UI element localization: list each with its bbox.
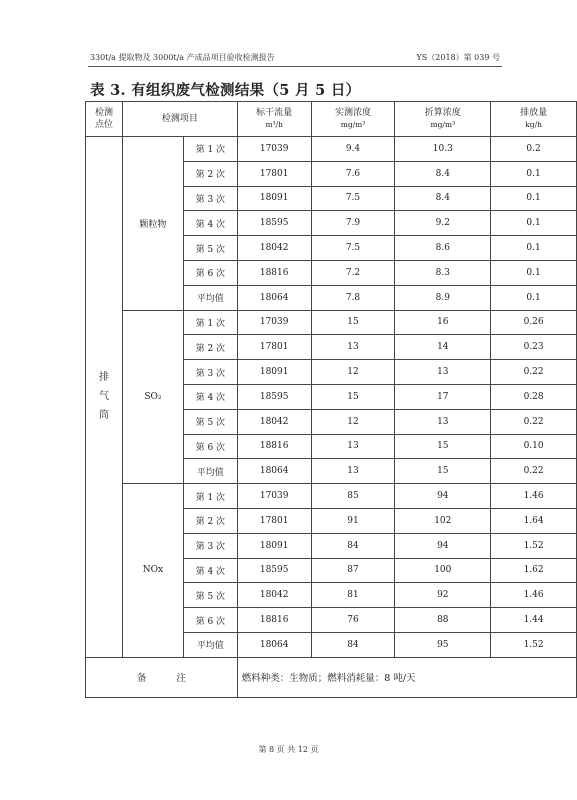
measured-value: 85 (311, 484, 395, 509)
measured-value: 7.5 (311, 236, 395, 261)
measured-value: 7.9 (311, 211, 395, 236)
measured-value: 15 (311, 384, 395, 409)
sample-label: 第 1 次 (183, 137, 237, 162)
emission-value: 1.46 (491, 484, 577, 509)
sample-label: 第 6 次 (183, 608, 237, 633)
table-title: 表 3. 有组织废气检测结果（5 月 5 日） (90, 82, 361, 99)
sample-label: 第 1 次 (183, 484, 237, 509)
emission-value: 1.46 (491, 583, 577, 608)
converted-value: 17 (395, 384, 491, 409)
flow-value: 18091 (237, 360, 311, 385)
flow-value: 18064 (237, 459, 311, 484)
flow-value: 17801 (237, 335, 311, 360)
sample-label: 第 6 次 (183, 260, 237, 285)
converted-value: 94 (395, 533, 491, 558)
sample-label: 平均值 (183, 632, 237, 657)
emission-header: 排放量 kg/h (491, 102, 577, 137)
measured-value: 7.5 (311, 186, 395, 211)
measured-value: 7.8 (311, 285, 395, 310)
converted-value: 94 (395, 484, 491, 509)
flow-value: 18595 (237, 384, 311, 409)
emission-value: 1.52 (491, 533, 577, 558)
note-text: 燃料种类：生物质；燃料消耗量：8 吨/天 (237, 657, 576, 697)
sample-label: 第 5 次 (183, 583, 237, 608)
item-header: 检测项目 (122, 102, 237, 137)
measured-value: 12 (311, 360, 395, 385)
sample-label: 第 3 次 (183, 360, 237, 385)
sample-label: 平均值 (183, 285, 237, 310)
pollutant-name: 颗粒物 (122, 137, 183, 311)
note-label: 备注 (86, 657, 238, 697)
flow-value: 18042 (237, 409, 311, 434)
sample-label: 第 5 次 (183, 236, 237, 261)
converted-value: 8.6 (395, 236, 491, 261)
converted-value: 14 (395, 335, 491, 360)
sampling-site-cell (86, 137, 123, 658)
measured-value: 84 (311, 632, 395, 657)
measured-value: 13 (311, 459, 395, 484)
flow-value: 18595 (237, 211, 311, 236)
table-body (86, 137, 577, 658)
converted-value: 16 (395, 310, 491, 335)
flow-header: 标干流量 m³/h (237, 102, 311, 137)
measured-value: 13 (311, 335, 395, 360)
emission-value: 1.62 (491, 558, 577, 583)
flow-value: 18816 (237, 260, 311, 285)
page-number: 第 8 页 共 12 页 (258, 745, 319, 754)
flow-value: 18064 (237, 632, 311, 657)
measured-value: 81 (311, 583, 395, 608)
measured-header: 实测浓度 mg/m³ (311, 102, 395, 137)
converted-value: 100 (395, 558, 491, 583)
flow-value: 17801 (237, 508, 311, 533)
measured-value: 87 (311, 558, 395, 583)
emission-value: 0.1 (491, 260, 577, 285)
sample-label: 第 6 次 (183, 434, 237, 459)
sample-label: 平均值 (183, 459, 237, 484)
converted-value: 15 (395, 459, 491, 484)
flow-value: 17039 (237, 310, 311, 335)
table-row (86, 310, 577, 335)
emission-value: 1.64 (491, 508, 577, 533)
sample-label: 第 4 次 (183, 384, 237, 409)
sample-label: 第 2 次 (183, 508, 237, 533)
sample-label: 第 5 次 (183, 409, 237, 434)
converted-header: 折算浓度 mg/m³ (395, 102, 491, 137)
flow-value: 17039 (237, 484, 311, 509)
emission-value: 1.44 (491, 608, 577, 633)
sampling-site-char: 气 (98, 391, 109, 403)
results-table (85, 101, 577, 698)
flow-value: 18042 (237, 583, 311, 608)
emission-value: 1.52 (491, 632, 577, 657)
sample-label: 第 2 次 (183, 335, 237, 360)
converted-value: 15 (395, 434, 491, 459)
sampling-site-char: 排 (98, 372, 109, 384)
flow-value: 18091 (237, 533, 311, 558)
sampling-site-char: 筒 (98, 410, 109, 422)
converted-value: 8.3 (395, 260, 491, 285)
converted-value: 9.2 (395, 211, 491, 236)
flow-value: 18091 (237, 186, 311, 211)
converted-value: 102 (395, 508, 491, 533)
report-number: YS（2018）第 039 号 (416, 53, 500, 62)
measured-value: 15 (311, 310, 395, 335)
pollutant-name: NOx (122, 484, 183, 658)
emission-value: 0.1 (491, 161, 577, 186)
emission-value: 0.1 (491, 211, 577, 236)
converted-value: 13 (395, 360, 491, 385)
table-note (86, 657, 577, 697)
site-header: 检测 点位 (86, 102, 123, 137)
flow-value: 17801 (237, 161, 311, 186)
emission-value: 0.22 (491, 459, 577, 484)
emission-value: 0.22 (491, 360, 577, 385)
table-header (86, 102, 577, 137)
emission-value: 0.1 (491, 285, 577, 310)
pollutant-name: SO₂ (122, 310, 183, 484)
sample-label: 第 3 次 (183, 533, 237, 558)
emission-value: 0.26 (491, 310, 577, 335)
converted-value: 95 (395, 632, 491, 657)
flow-value: 18816 (237, 434, 311, 459)
measured-value: 7.6 (311, 161, 395, 186)
emission-value: 0.10 (491, 434, 577, 459)
report-name: 330t/a 提取物及 3000t/a 产成品项目验收检测报告 (90, 53, 275, 62)
converted-value: 88 (395, 608, 491, 633)
flow-value: 18042 (237, 236, 311, 261)
measured-value: 76 (311, 608, 395, 633)
emission-value: 0.2 (491, 137, 577, 162)
converted-value: 8.4 (395, 161, 491, 186)
sample-label: 第 1 次 (183, 310, 237, 335)
measured-value: 7.2 (311, 260, 395, 285)
emission-value: 0.28 (491, 384, 577, 409)
emission-value: 0.1 (491, 236, 577, 261)
table-row (86, 137, 577, 162)
measured-value: 9.4 (311, 137, 395, 162)
sample-label: 第 4 次 (183, 558, 237, 583)
converted-value: 92 (395, 583, 491, 608)
flow-value: 18595 (237, 558, 311, 583)
measured-value: 84 (311, 533, 395, 558)
sample-label: 第 2 次 (183, 161, 237, 186)
emission-value: 0.22 (491, 409, 577, 434)
converted-value: 8.4 (395, 186, 491, 211)
emission-value: 0.23 (491, 335, 577, 360)
flow-value: 18064 (237, 285, 311, 310)
emission-value: 0.1 (491, 186, 577, 211)
flow-value: 18816 (237, 608, 311, 633)
converted-value: 13 (395, 409, 491, 434)
converted-value: 10.3 (395, 137, 491, 162)
converted-value: 8.9 (395, 285, 491, 310)
page-header (90, 52, 500, 63)
measured-value: 12 (311, 409, 395, 434)
flow-value: 17039 (237, 137, 311, 162)
table-row (86, 484, 577, 509)
sample-label: 第 4 次 (183, 211, 237, 236)
measured-value: 91 (311, 508, 395, 533)
measured-value: 13 (311, 434, 395, 459)
header-divider (88, 66, 502, 67)
sample-label: 第 3 次 (183, 186, 237, 211)
